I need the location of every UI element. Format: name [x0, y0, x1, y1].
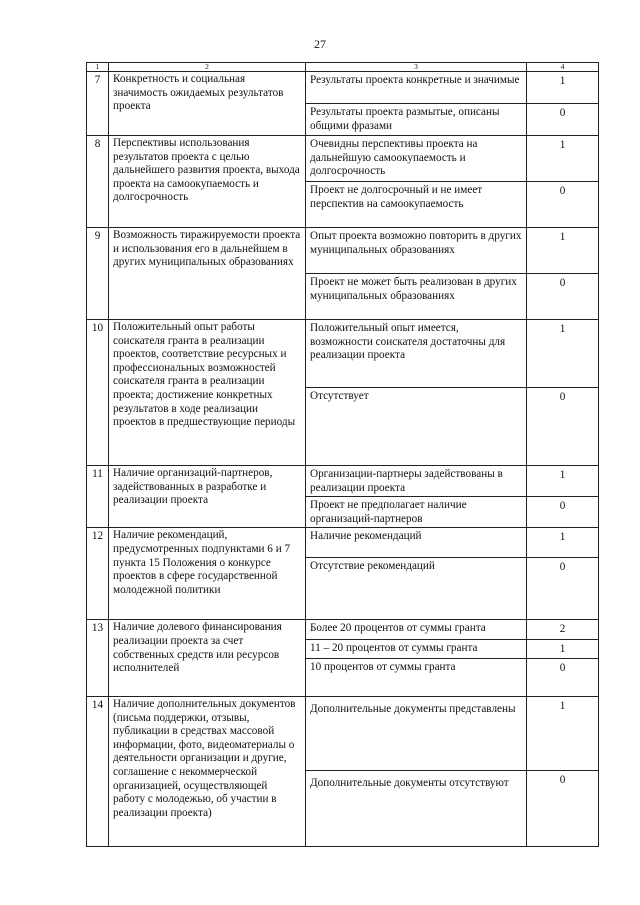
table-row — [87, 136, 599, 182]
option-cell: Проект не долгосрочный и не имеет перспектив на самоокупаемость — [306, 182, 527, 228]
option-cell: Отсутствует — [306, 388, 527, 466]
option-cell: Наличие рекомендаций — [306, 528, 527, 558]
table-row — [87, 696, 599, 770]
row-number: 8 — [87, 136, 109, 228]
option-cell: 10 процентов от суммы гранта — [306, 658, 527, 696]
score-cell: 2 — [527, 620, 599, 640]
criterion-cell: Наличие организаций-партнеров, задействованных в разработке и реализации проекта — [109, 466, 306, 528]
criteria-table — [86, 62, 599, 847]
score-cell: 1 — [527, 696, 599, 770]
header-cell: 2 — [109, 63, 306, 72]
score-cell: 1 — [527, 466, 599, 497]
score-cell: 0 — [527, 658, 599, 696]
row-number: 11 — [87, 466, 109, 528]
row-number: 13 — [87, 620, 109, 697]
criterion-cell: Наличие рекомендаций, предусмотренных подпунктами 6 и 7 пункта 15 Положения о конкурсе проектов в сфере государственной молодежной политики — [109, 528, 306, 620]
option-cell: Отсутствие рекомендаций — [306, 558, 527, 620]
option-cell: Организации-партнеры задействованы в реализации проекта — [306, 466, 527, 497]
header-cell: 4 — [527, 63, 599, 72]
score-cell: 0 — [527, 558, 599, 620]
option-cell: Опыт проекта возможно повторить в других муниципальных образованиях — [306, 228, 527, 274]
table-row — [87, 466, 599, 497]
score-cell: 0 — [527, 497, 599, 528]
option-cell: Дополнительные документы отсутствуют — [306, 770, 527, 846]
row-number: 10 — [87, 320, 109, 466]
option-cell: Проект не предполагает наличие организаций-партнеров — [306, 497, 527, 528]
table-row — [87, 620, 599, 640]
row-number: 9 — [87, 228, 109, 320]
page-number: 27 — [314, 37, 326, 51]
option-cell: 11 – 20 процентов от суммы гранта — [306, 640, 527, 659]
score-cell: 0 — [527, 388, 599, 466]
score-cell: 1 — [527, 136, 599, 182]
score-cell: 1 — [527, 640, 599, 659]
option-cell: Дополнительные документы представлены — [306, 696, 527, 770]
header-row — [87, 63, 599, 72]
option-cell: Проект не может быть реализован в других муниципальных образованиях — [306, 274, 527, 320]
score-cell: 0 — [527, 770, 599, 846]
option-cell: Результаты проекта конкретные и значимые — [306, 72, 527, 104]
score-cell: 1 — [527, 320, 599, 388]
option-cell: Более 20 процентов от суммы гранта — [306, 620, 527, 640]
table-row — [87, 528, 599, 558]
row-number: 12 — [87, 528, 109, 620]
score-cell: 1 — [527, 528, 599, 558]
criterion-cell: Перспективы использования результатов проекта с целью дальнейшего развития проекта, выхода проекта на самоокупаемость и долгосрочность — [109, 136, 306, 228]
header-cell: 1 — [87, 63, 109, 72]
criterion-cell: Наличие дополнительных документов (письма поддержки, отзывы, публикации в средствах массовой информации, фото, видеоматериалы о деятельности организации и другие, соглашение с некоммерческой организацией, осуществляющей работу с молодежью, об участии в реализации проекта) — [109, 696, 306, 846]
criterion-cell: Положительный опыт работы соискателя гранта в реализации проектов, соответствие ресурсных и профессиональных возможностей соискателя гранта в реализации проекта; достижение конкретных результатов в ходе реализации проектов в предшествующие периоды — [109, 320, 306, 466]
score-cell: 1 — [527, 72, 599, 104]
score-cell: 1 — [527, 228, 599, 274]
header-cell: 3 — [306, 63, 527, 72]
criterion-cell: Возможность тиражируемости проекта и использования его в дальнейшем в других муниципальных образованиях — [109, 228, 306, 320]
table-row — [87, 320, 599, 388]
row-number: 14 — [87, 696, 109, 846]
criterion-cell: Наличие долевого финансирования реализации проекта за счет собственных средств или ресурсов исполнителей — [109, 620, 306, 697]
row-number: 7 — [87, 72, 109, 136]
criterion-cell: Конкретность и социальная значимость ожидаемых результатов проекта — [109, 72, 306, 136]
table-row — [87, 228, 599, 274]
option-cell: Очевидны перспективы проекта на дальнейшую самоокупаемость и долгосрочность — [306, 136, 527, 182]
score-cell: 0 — [527, 182, 599, 228]
option-cell: Результаты проекта размытые, описаны общими фразами — [306, 104, 527, 136]
option-cell: Положительный опыт имеется, возможности соискателя достаточны для реализации проекта — [306, 320, 527, 388]
score-cell: 0 — [527, 104, 599, 136]
table-row — [87, 72, 599, 104]
score-cell: 0 — [527, 274, 599, 320]
